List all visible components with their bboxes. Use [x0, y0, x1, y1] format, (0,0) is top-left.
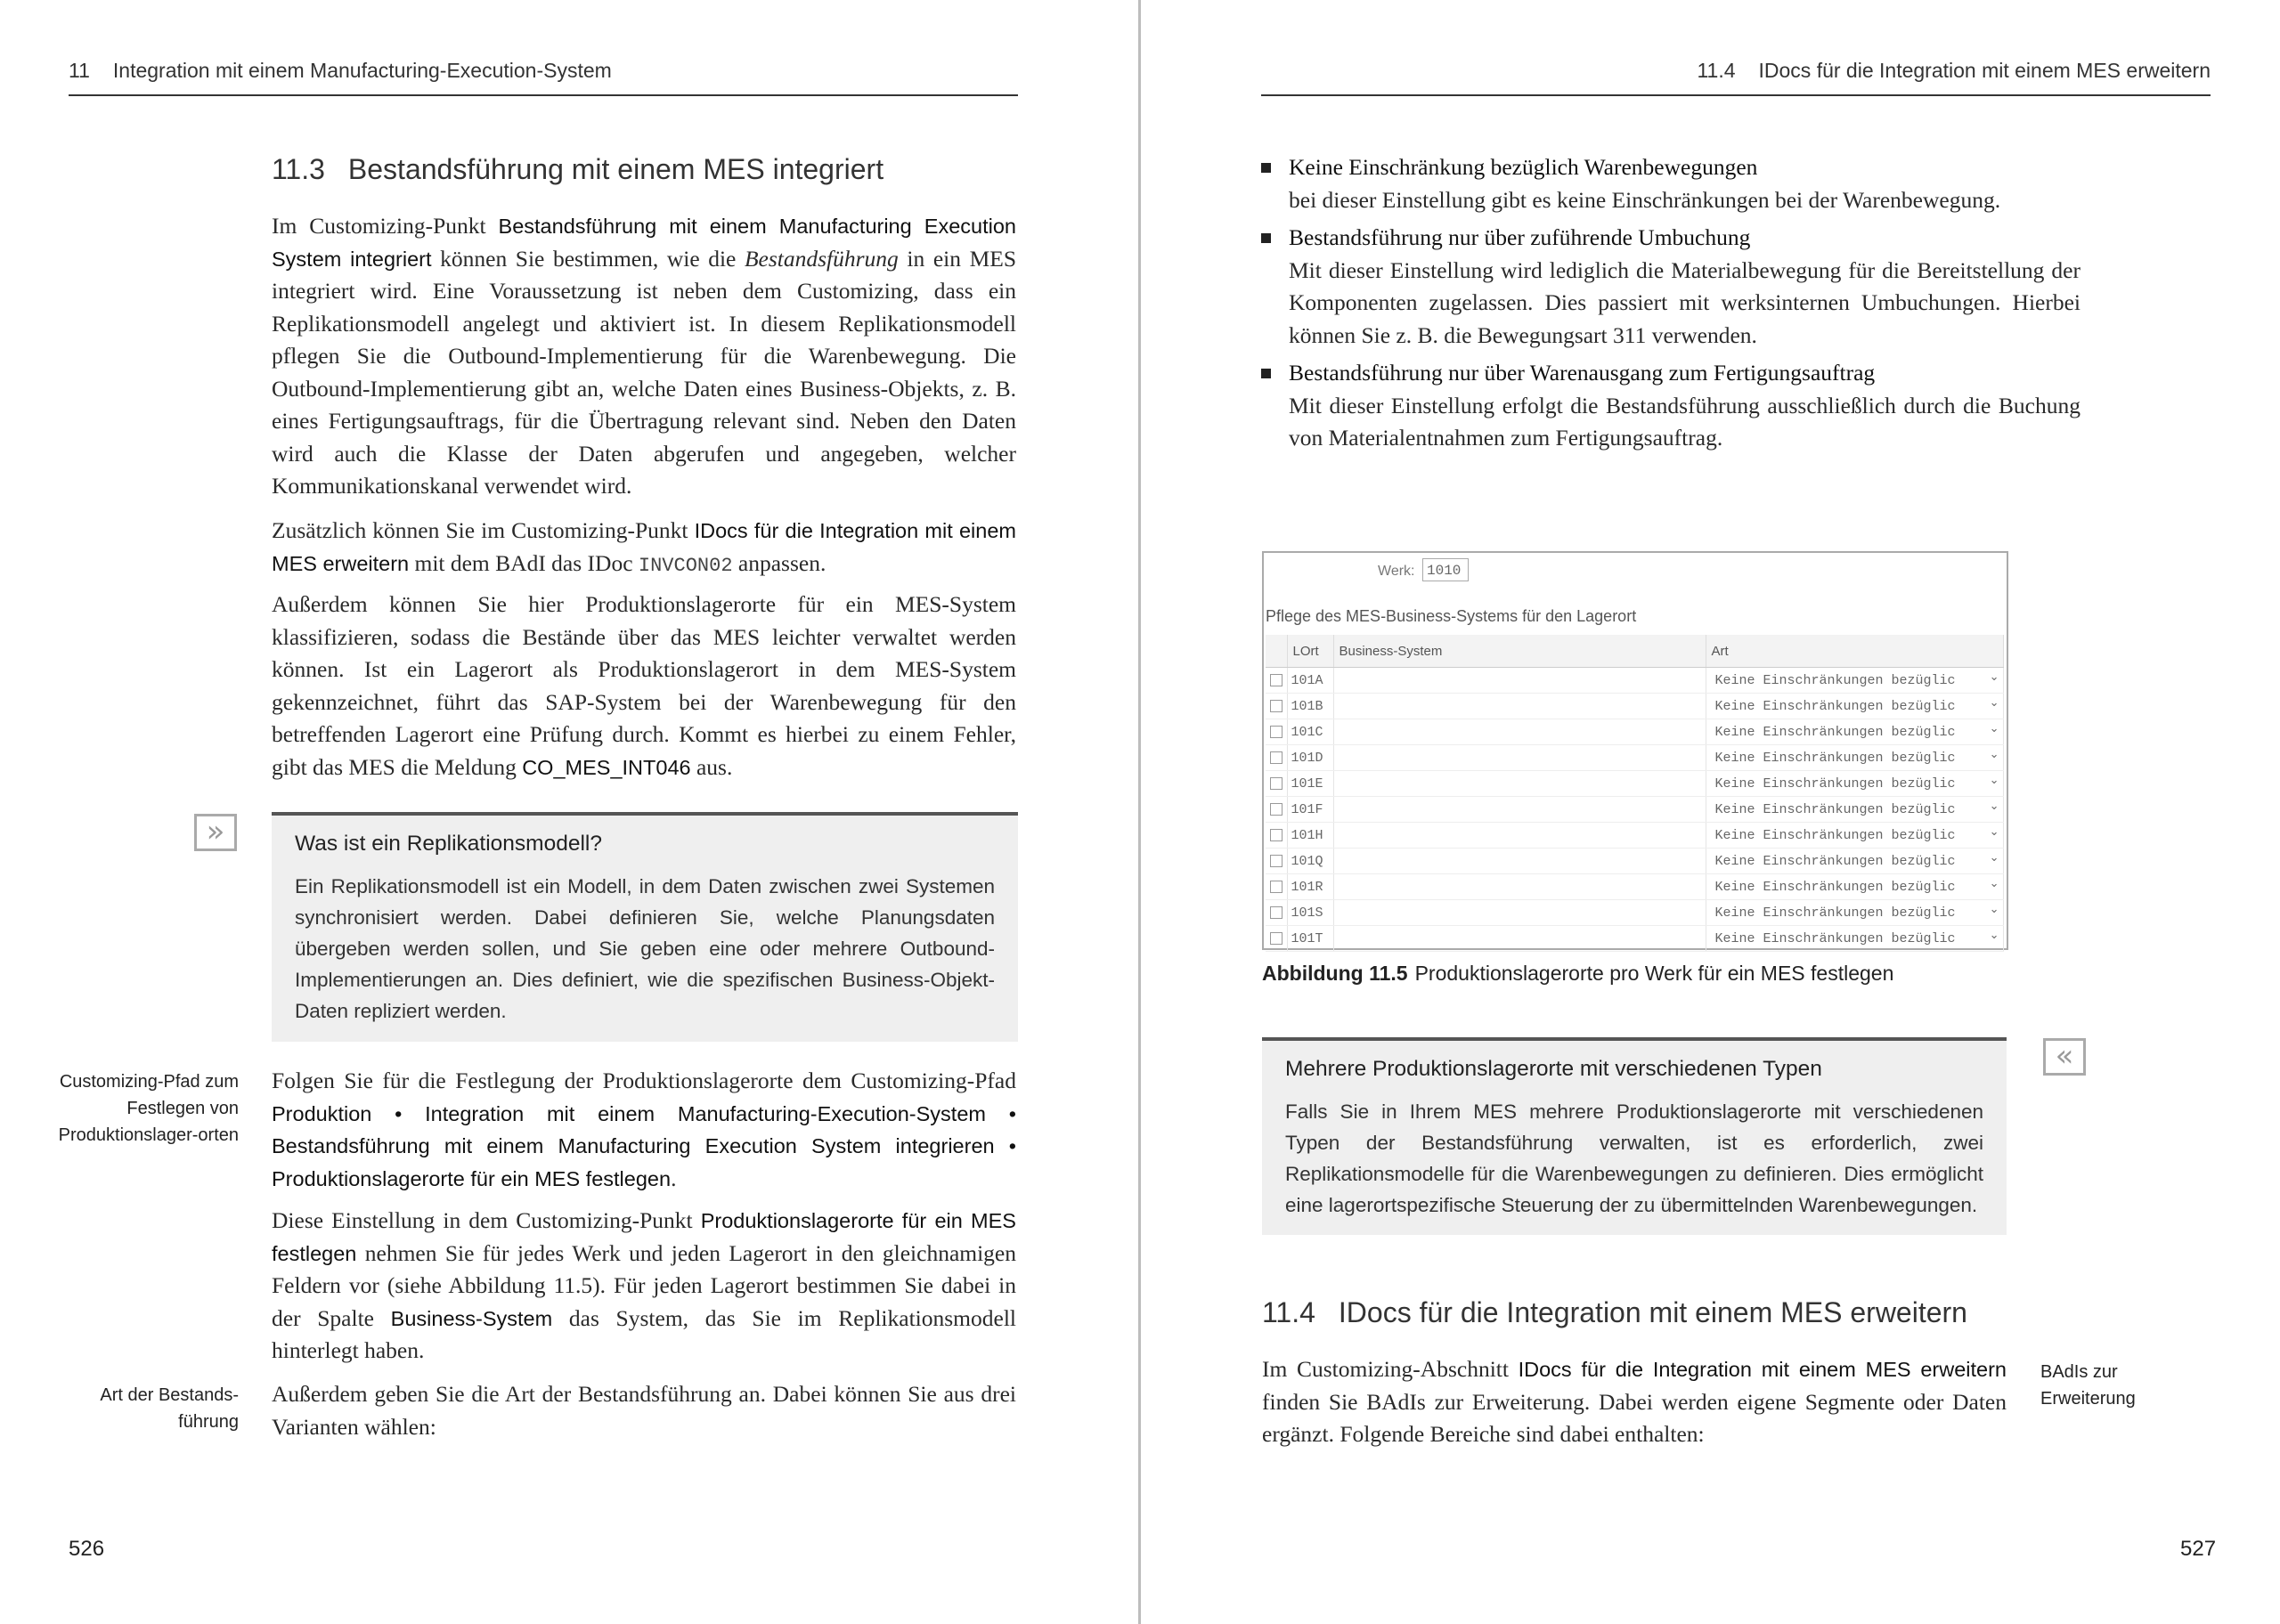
margin-note-stock-type: Art der Bestands-führung	[100, 1385, 239, 1432]
table-row[interactable]	[1266, 849, 2003, 874]
emphasis: Bestandsführung	[744, 245, 899, 272]
business-system-cell[interactable]	[1333, 849, 1706, 874]
lort-cell: 101E	[1287, 771, 1333, 797]
list-item-text: Mit dieser Einstellung erfolgt die Bestandsführung ausschließlich durch die Buchung von Materialentnahmen zum Fertigungsauftrag.	[1289, 392, 2080, 451]
list-item-head: Keine Einschränkung bezüglich Warenbewegungen	[1289, 154, 1758, 180]
table-row[interactable]	[1266, 694, 2003, 719]
text: Im Customizing-Punkt	[272, 213, 499, 239]
section-title: Bestandsführung mit einem MES integriert	[347, 153, 884, 185]
list-item-text: Mit dieser Einstellung wird lediglich die Materialbewegung für die Bereitstellung der Komponenten zugelassen. Dies passiert mit werksinternen Umbuchungen. Hierbei können Sie z. B. die Bewegungsart 311 verwenden.	[1289, 256, 2080, 348]
storage-location-table	[1266, 635, 2004, 952]
paragraph-6: Außerdem geben Sie die Art der Bestandsführung an. Dabei können Sie aus drei Varianten wählen:	[272, 1381, 1016, 1440]
row-select-checkbox[interactable]	[1266, 900, 1287, 926]
figure-label: Abbildung 11.5	[1262, 962, 1408, 985]
lort-cell: 101Q	[1287, 849, 1333, 874]
chevron-down-icon: ⌄	[1989, 825, 1999, 839]
chevron-down-icon: ⌄	[1989, 903, 1999, 916]
message-code: CO_MES_INT046	[522, 755, 691, 779]
table-row[interactable]	[1266, 900, 2003, 926]
left-page	[0, 0, 1139, 1624]
info-box-replication-model	[272, 812, 1018, 1042]
paragraph-4	[272, 1065, 1016, 1195]
chevron-down-icon: ⌄	[1989, 877, 1999, 890]
right-page	[1141, 0, 2280, 1624]
business-system-cell[interactable]	[1333, 719, 1706, 745]
column-header-business-system[interactable]: Business-System	[1333, 635, 1706, 668]
text: können Sie bestimmen, wie die	[431, 245, 745, 272]
section-number: 11.4	[1262, 1296, 1315, 1328]
info-box-body: Falls Sie in Ihrem MES mehrere Produktionslagerorte mit verschiedenen Typen der Bestandsführung verwalten, ist es erforderlich, zwei Replikationsmodelle für die Warenbewegungen zu definieren. Dies ermöglicht eine lagerortspezifische Steuerung der zu übermittelnden Warenbewegungen.	[1285, 1100, 1983, 1216]
info-box-title: Mehrere Produktionslagerorte mit verschiedenen Typen	[1285, 1057, 1822, 1081]
row-select-checkbox[interactable]	[1266, 745, 1287, 771]
lort-cell: 101D	[1287, 745, 1333, 771]
text: das System, das Sie im Replikationsmodell hinterlegt haben.	[272, 1304, 1016, 1363]
business-system-cell[interactable]	[1333, 797, 1706, 823]
section-number: 11.3	[272, 153, 325, 185]
art-value: Keine Einschränkungen bezüglic	[1714, 801, 1956, 817]
section-title: IDocs für die Integration mit einem MES erweitern	[1758, 59, 2211, 82]
chevron-down-icon: ⌄	[1989, 748, 1999, 761]
section-title: IDocs für die Integration mit einem MES erweitern	[1338, 1296, 1967, 1328]
paragraph-5	[272, 1205, 1016, 1368]
table-row[interactable]	[1266, 797, 2003, 823]
row-select-checkbox[interactable]	[1266, 926, 1287, 952]
business-system-cell[interactable]	[1333, 926, 1706, 952]
table-title: Pflege des MES-Business-Systems für den Lagerort	[1266, 607, 1637, 625]
paragraph-11-4	[1262, 1353, 2007, 1451]
text: .	[671, 1165, 677, 1191]
ui-term: IDocs für die Integration mit einem MES erweitern	[1518, 1358, 2007, 1381]
business-system-cell[interactable]	[1333, 874, 1706, 900]
lort-cell: 101A	[1287, 668, 1333, 694]
paragraph-3	[272, 589, 1016, 784]
info-box-body: Ein Replikationsmodell ist ein Modell, in dem Daten zwischen zwei Systemen synchronisiert werden. Dabei definieren Sie, welche Planungsdaten übergeben werden sollen, und Sie geben eine oder mehrere Outbound-Implementierungen an. Dies definiert, wie die spezifischen Business-Objekt-Daten repliziert werden.	[295, 875, 995, 1022]
text: mit dem BAdI das IDoc	[409, 549, 639, 576]
column-header-art[interactable]: Art	[1706, 635, 2003, 668]
chapter-title: Integration mit einem Manufacturing-Execution-System	[112, 59, 612, 82]
section-heading-11-3	[272, 153, 884, 186]
text: Diese Einstellung in dem Customizing-Punkt	[272, 1207, 701, 1233]
table-row[interactable]	[1266, 668, 2003, 694]
art-dropdown[interactable]	[1706, 797, 2003, 823]
chevron-down-icon: ⌄	[1989, 929, 1999, 942]
list-item-head: Bestandsführung nur über zuführende Umbuchung	[1289, 224, 1751, 250]
chevron-down-icon: ⌄	[1989, 696, 1999, 710]
info-box-multiple-locations	[1262, 1037, 2007, 1235]
art-value: Keine Einschränkungen bezüglic	[1714, 698, 1956, 714]
lort-cell: 101T	[1287, 926, 1333, 952]
list-item-text: bei dieser Einstellung gibt es keine Einschränkungen bei der Warenbewegung.	[1289, 186, 2001, 213]
business-system-cell[interactable]	[1333, 900, 1706, 926]
art-value: Keine Einschränkungen bezüglic	[1714, 724, 1956, 740]
row-select-checkbox[interactable]	[1266, 823, 1287, 849]
table-row[interactable]	[1266, 823, 2003, 849]
row-select-checkbox[interactable]	[1266, 719, 1287, 745]
chapter-number: 11	[69, 59, 90, 82]
running-head-right	[1261, 59, 2211, 96]
figure-caption	[1262, 962, 1893, 986]
ui-term: Produktionslagerorte für ein MES festlegen	[272, 1209, 1016, 1265]
select-all-column[interactable]	[1266, 635, 1287, 668]
margin-note-customizing-path: Customizing-Pfad zum Festlegen von Produktionslager-orten	[58, 1072, 239, 1145]
paragraph-2	[272, 515, 1016, 582]
margin-note-badis: BAdIs zur Erweiterung	[2040, 1362, 2136, 1409]
lort-cell: 101H	[1287, 823, 1333, 849]
art-dropdown[interactable]	[1706, 668, 2003, 694]
row-select-checkbox[interactable]	[1266, 694, 1287, 719]
text: anpassen.	[732, 549, 826, 576]
art-dropdown[interactable]	[1706, 719, 2003, 745]
list-item	[1261, 222, 2080, 352]
business-system-cell[interactable]	[1333, 745, 1706, 771]
chevron-down-icon: ⌄	[1989, 800, 1999, 813]
art-value: Keine Einschränkungen bezüglic	[1714, 827, 1956, 843]
paragraph-1	[272, 210, 1016, 503]
business-system-cell[interactable]	[1333, 823, 1706, 849]
section-number: 11.4	[1697, 59, 1736, 82]
row-select-checkbox[interactable]	[1266, 849, 1287, 874]
running-head-left	[69, 59, 1018, 96]
art-value: Keine Einschränkungen bezüglic	[1714, 930, 1956, 946]
table-row[interactable]	[1266, 771, 2003, 797]
row-select-checkbox[interactable]	[1266, 668, 1287, 694]
art-value: Keine Einschränkungen bezüglic	[1714, 672, 1956, 688]
text: aus.	[690, 753, 733, 780]
figure-caption-text: Produktionslagerorte pro Werk für ein MES festlegen	[1414, 962, 1894, 985]
list-item	[1261, 357, 2080, 455]
ui-term: IDocs für die Integration mit einem MES erweitern	[272, 519, 1016, 575]
section-heading-11-4	[1262, 1296, 1967, 1329]
art-dropdown[interactable]	[1706, 694, 2003, 719]
business-system-cell[interactable]	[1333, 771, 1706, 797]
text: Zusätzlich können Sie im Customizing-Punkt	[272, 517, 695, 543]
list-item-head: Bestandsführung nur über Warenausgang zum Fertigungsauftrag	[1289, 360, 1876, 386]
chevron-down-icon: ⌄	[1989, 722, 1999, 735]
ui-term: Business-System	[390, 1306, 553, 1330]
table-row[interactable]	[1266, 926, 2003, 952]
chevron-down-icon: ⌄	[1989, 670, 1999, 684]
werk-label: Werk:	[1378, 564, 1415, 579]
code-term: INVCON02	[638, 554, 733, 577]
art-value: Keine Einschränkungen bezüglic	[1714, 750, 1956, 766]
art-dropdown[interactable]	[1706, 874, 2003, 900]
text: finden Sie BAdIs zur Erweiterung. Dabei werden eigene Segmente oder Daten ergänzt. Folgende Bereiche sind dabei enthalten:	[1262, 1388, 2007, 1447]
lort-cell: 101B	[1287, 694, 1333, 719]
art-dropdown[interactable]	[1706, 745, 2003, 771]
text: nehmen Sie für jedes Werk und jeden Lagerort in den gleichnamigen Feldern vor (siehe Abbildung 11.5). Für jeden Lagerort bestimmen Sie dabei in der Spalte	[272, 1239, 1016, 1331]
row-select-checkbox[interactable]	[1266, 874, 1287, 900]
tip-arrow-right-icon: »	[194, 814, 237, 851]
table-row[interactable]	[1266, 719, 2003, 745]
lort-cell: 101S	[1287, 900, 1333, 926]
art-value: Keine Einschränkungen bezüglic	[1714, 879, 1956, 895]
row-select-checkbox[interactable]	[1266, 797, 1287, 823]
list-item	[1261, 151, 2080, 216]
art-value: Keine Einschränkungen bezüglic	[1714, 853, 1956, 869]
row-select-checkbox[interactable]	[1266, 771, 1287, 797]
sap-screenshot	[1262, 551, 2008, 950]
table-header-row	[1266, 635, 2003, 668]
table-body	[1266, 668, 2003, 952]
art-value: Keine Einschränkungen bezüglic	[1714, 775, 1956, 792]
page-number-right: 527	[2180, 1537, 2217, 1561]
art-dropdown[interactable]	[1706, 849, 2003, 874]
text: Im Customizing-Abschnitt	[1262, 1356, 1519, 1382]
tip-arrow-left-icon: «	[2043, 1038, 2086, 1076]
table-row[interactable]	[1266, 745, 2003, 771]
art-dropdown[interactable]	[1706, 900, 2003, 926]
business-system-cell[interactable]	[1333, 694, 1706, 719]
lort-cell: 101R	[1287, 874, 1333, 900]
chevron-down-icon: ⌄	[1989, 851, 1999, 865]
menu-path: Produktion • Integration mit einem Manufacturing-Execution-System • Bestandsführung mit einem Manufacturing Execution System integrieren • Produktionslagerorte für ein MES festlegen	[272, 1101, 1016, 1190]
info-box-title: Was ist ein Replikationsmodell?	[295, 832, 602, 856]
stock-type-list	[1261, 151, 2080, 460]
text: in ein MES integriert wird. Eine Voraussetzung ist neben dem Customizing, dass ein Replikationsmodell angelegt und aktiviert ist. In diesem Replikationsmodell pflegen Sie die Outbound-Implementierung für die Warenbewegung. Die Outbound-Implementierung gibt an, welche Daten eines Business-Objekts, z. B. eines Fertigungsauftrags, für die Übertragung relevant sind. Neben den Daten wird auch die Klasse der Daten abgerufen und angegeben, welcher Kommunikationskanal verwendet wird.	[272, 245, 1016, 499]
text: Folgen Sie für die Festlegung der Produktionslagerorte dem Customizing-Pfad	[272, 1068, 1016, 1093]
ui-term: Bestandsführung mit einem Manufacturing Execution System integriert	[272, 215, 1016, 271]
table-row[interactable]	[1266, 874, 2003, 900]
business-system-cell[interactable]	[1333, 668, 1706, 694]
lort-cell: 101F	[1287, 797, 1333, 823]
text: Außerdem können Sie hier Produktionslagerorte für ein MES-System klassifizieren, sodass die Bestände über das MES leichter verwaltet werden können. Ist ein Lagerort als Produktionslagerort in dem MES-System gekennzeichnet, führt das SAP-System bei der Warenbewegung für den betreffenden Lagerort eine Prüfung durch. Kommt es hierbei zu einem Fehler, gibt das MES die Meldung	[272, 591, 1016, 780]
lort-cell: 101C	[1287, 719, 1333, 745]
column-header-lort[interactable]: LOrt	[1287, 635, 1333, 668]
chevron-down-icon: ⌄	[1989, 774, 1999, 787]
werk-field[interactable]: 1010	[1422, 558, 1469, 581]
art-dropdown[interactable]	[1706, 771, 2003, 797]
art-dropdown[interactable]	[1706, 926, 2003, 952]
page-number-left: 526	[69, 1537, 105, 1561]
art-dropdown[interactable]	[1706, 823, 2003, 849]
art-value: Keine Einschränkungen bezüglic	[1714, 905, 1956, 921]
